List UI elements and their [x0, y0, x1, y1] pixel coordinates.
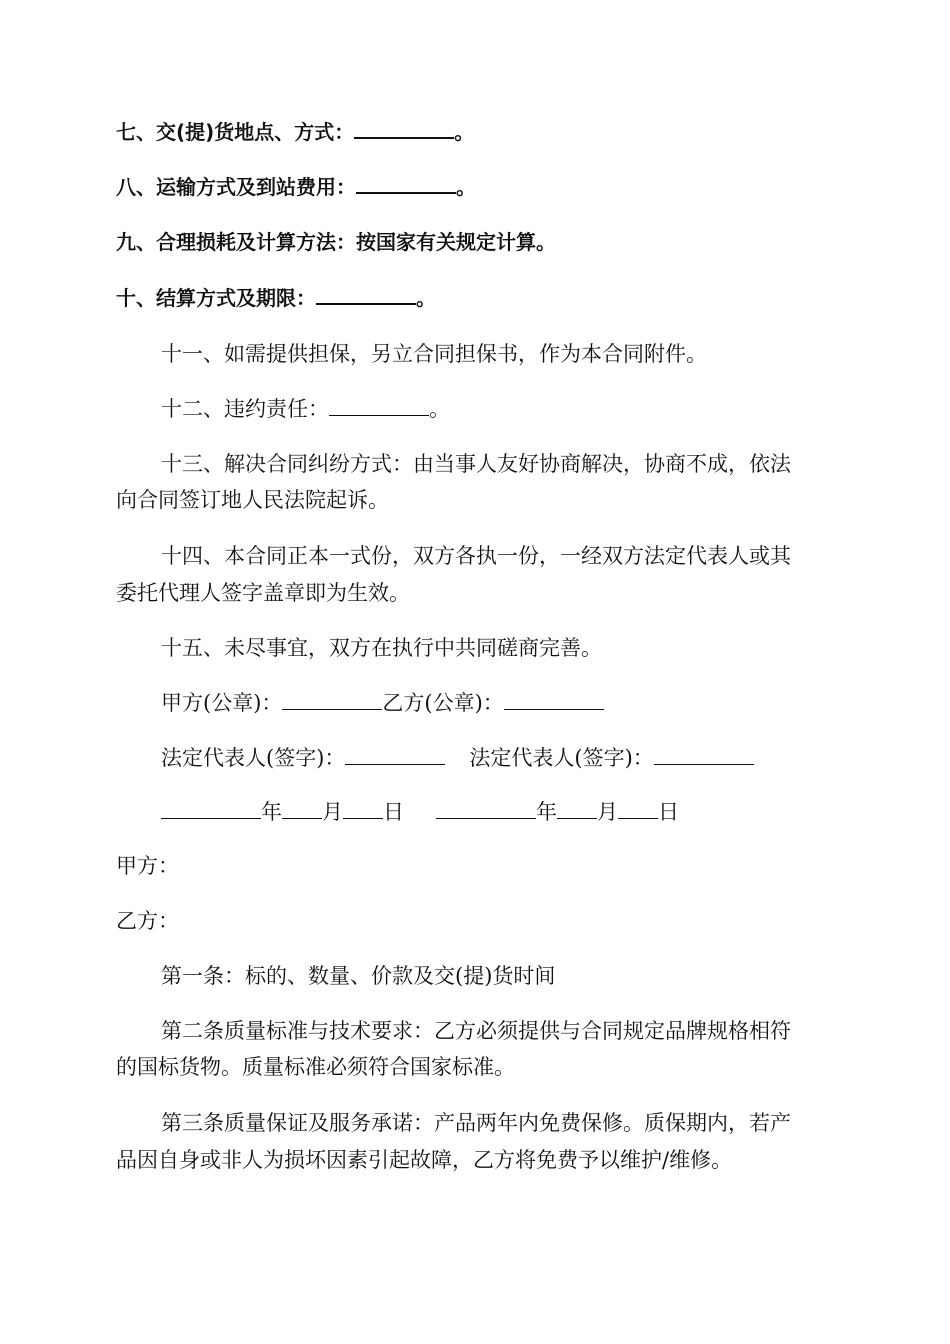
rep-a-blank	[345, 742, 445, 765]
party-a-label: 甲方：	[116, 854, 179, 878]
clause-12	[161, 390, 834, 428]
rep-b-blank	[654, 742, 754, 765]
date-row	[161, 793, 834, 831]
party-b-seal-blank	[504, 687, 604, 710]
representative-row	[161, 739, 834, 777]
clause-12-label: 十二、违约责任：	[161, 397, 329, 421]
party-b-label: 乙方：	[116, 909, 179, 933]
clause-7-blank	[354, 115, 454, 139]
clause-7-label: 七、交(提)货地点、方式：	[116, 120, 355, 144]
clause-13-line-2: 向合同签订地人民法院起诉。	[116, 488, 389, 512]
clause-14-line-2: 委托代理人签字盖章即为生效。	[116, 581, 410, 605]
clause-9: 九、合理损耗及计算方法：按国家有关规定计算。	[116, 230, 556, 254]
date-a-year: 年	[261, 800, 282, 824]
clause-11: 十一、如需提供担保，另立合同担保书，作为本合同附件。	[161, 342, 707, 366]
clause-10-blank	[316, 281, 416, 305]
date-b-month: 月	[597, 800, 618, 824]
rep-b-label: 法定代表人(签字)：	[469, 746, 654, 770]
party-b-seal-label: 乙方(公章)：	[382, 691, 504, 715]
clause-10	[116, 279, 834, 317]
date-b-year: 年	[536, 800, 557, 824]
rep-a-label: 法定代表人(签字)：	[161, 746, 346, 770]
article-2-line-2: 的国标货物。质量标准必须符合国家标准。	[116, 1055, 515, 1079]
clause-13-line-1: 十三、解决合同纠纷方式：由当事人友好协商解决，协商不成，依法	[161, 452, 791, 476]
article-2-line-1: 第二条质量标准与技术要求：乙方必须提供与合同规定品牌规格相符	[161, 1019, 791, 1043]
date-a-month: 月	[322, 800, 343, 824]
clause-12-blank	[329, 393, 429, 416]
clause-8	[116, 168, 834, 206]
date-a-month-blank	[282, 796, 322, 819]
clause-10-label: 十、结算方式及期限：	[116, 286, 316, 310]
party-a-seal-label: 甲方(公章)：	[161, 691, 283, 715]
clause-7	[116, 113, 834, 151]
date-b-day: 日	[658, 800, 679, 824]
article-1: 第一条：标的、数量、价款及交(提)货时间	[161, 964, 556, 988]
party-a-seal-blank	[282, 687, 382, 710]
date-b-day-blank	[618, 796, 658, 819]
clause-8-label: 八、运输方式及到站费用：	[116, 175, 356, 199]
date-b-month-blank	[557, 796, 597, 819]
date-a-year-blank	[161, 796, 261, 819]
clause-7-end: 。	[454, 120, 475, 144]
clause-14-line-1: 十四、本合同正本一式份，双方各执一份，一经双方法定代表人或其	[161, 544, 791, 568]
clause-10-end: 。	[416, 286, 436, 310]
date-a-day: 日	[383, 800, 404, 824]
date-a-day-blank	[343, 796, 383, 819]
clause-8-blank	[356, 170, 456, 194]
clause-8-end: 。	[456, 175, 476, 199]
date-b-year-blank	[436, 796, 536, 819]
article-3-line-1: 第三条质量保证及服务承诺：产品两年内免费保修。质保期内，若产	[161, 1111, 791, 1135]
clause-15: 十五、未尽事宜，双方在执行中共同磋商完善。	[161, 636, 602, 660]
clause-12-end: 。	[429, 397, 450, 421]
seal-row	[161, 684, 834, 722]
article-3-line-2: 品因自身或非人为损坏因素引起故障，乙方将免费予以维护/维修。	[116, 1148, 733, 1172]
